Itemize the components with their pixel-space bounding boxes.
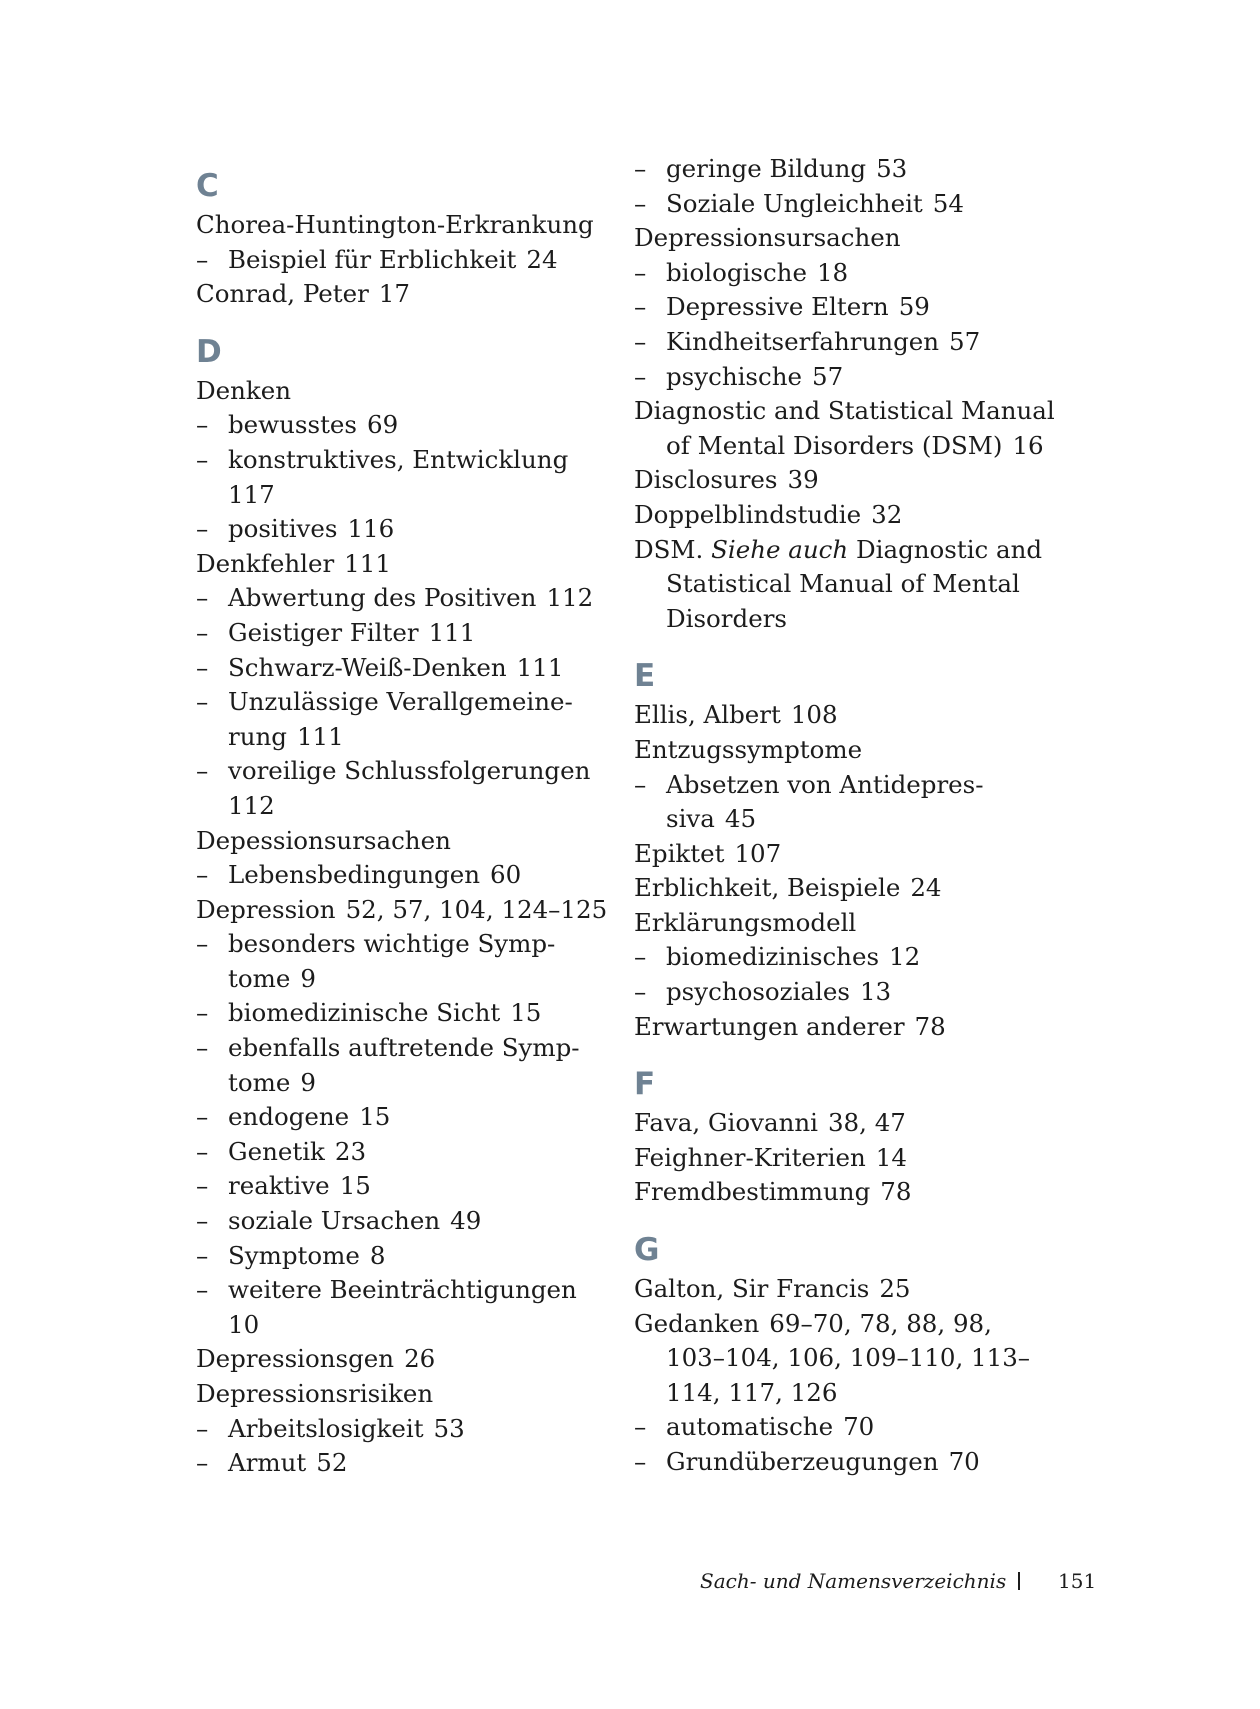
running-footer-title: Sach- und Namensverzeichnis [700,1569,1007,1593]
index-subentry: – weitere Beeinträchtigungen 10 [196,1275,577,1339]
index-entry: Fava, Giovanni 38, 47 [634,1108,906,1138]
index-entry: Disclosures 39 [634,465,819,495]
index-entry: Feighner-Kriterien 14 [634,1142,907,1172]
index-subentry: – konstruktives, Entwicklung 117 [196,444,569,509]
page-number: 151 [1058,1569,1097,1593]
index-subentry: – bewusstes 69 [196,410,399,440]
index-entry: Denken [196,375,292,405]
index-subentry: – Armut 52 [196,1448,348,1478]
section-letter-g: G [634,1232,660,1269]
index-entry: Erwartungen anderer 78 [634,1011,946,1041]
index-subentry: – Absetzen von Antidepres- siva 45 [634,769,984,834]
index-entry: Entzugssymptome [634,734,863,764]
index-entry: Denkfehler 111 [196,548,391,578]
index-subentry: – Abwertung des Positiven 112 [196,583,594,613]
index-entry: Galton, Sir Francis 25 [634,1274,911,1304]
index-subentry: – besonders wichtige Symp- tome 9 [196,929,556,993]
index-entry: Depression 52, 57, 104, 124–125 [196,894,608,924]
page-footer [700,1566,1100,1596]
index-subentry: – Symptome 8 [196,1240,386,1270]
index-entry: Diagnostic and Statistical Manual of Mental Disorders (DSM) 16 [634,396,1055,460]
section-letter-e: E [634,658,656,695]
index-entry: Chorea-Huntington-Erkrankung [196,210,594,239]
index-column-right [634,152,1074,1480]
index-subentry: – biomedizinisches 12 [634,942,921,972]
section-letter-c: C [196,168,219,204]
index-subentry: – voreilige Schlussfolgerungen 112 [196,756,591,820]
index-subentry: – endogene 15 [196,1102,391,1132]
index-subentry: – psychosoziales 13 [634,977,892,1007]
section-letter-d: D [196,333,222,370]
index-entry: Fremdbestimmung 78 [634,1177,912,1207]
index-column-left [196,152,616,1481]
index-entry: Depressionsursachen [634,223,901,253]
index-subentry: – Arbeitslosigkeit 53 [196,1413,465,1443]
index-subentry: – geringe Bildung 53 [634,154,908,183]
index-subentry: – Beispiel für Erblichkeit 24 [196,244,558,274]
index-entry: Doppelblindstudie 32 [634,499,903,529]
index-subentry: – soziale Ursachen 49 [196,1206,482,1236]
index-subentry: – Soziale Ungleichheit 54 [634,188,964,218]
index-subentry: – Kindheitserfahrungen 57 [634,326,981,356]
index-entry: Erblichkeit, Beispiele 24 [634,873,942,903]
section-letter-f: F [634,1066,656,1103]
index-subentry: – biologische 18 [634,257,849,287]
index-subentry: – ebenfalls auftretende Symp- tome 9 [196,1033,580,1097]
index-subentry: – Geistiger Filter 111 [196,617,476,647]
footer-separator [1018,1572,1020,1590]
see-also-label: Siehe auch [711,534,849,564]
index-subentry: – Grundüberzeugungen 70 [634,1447,980,1476]
index-subentry: – Unzulässige Verallgemeine- rung 111 [196,687,573,751]
index-subentry: – Genetik 23 [196,1136,367,1166]
index-entry-cross-reference: DSM. Siehe auch Diagnostic and Statistical Manual of Mental Disorders [634,534,1043,633]
index-entry: Erklärungsmodell [634,907,857,937]
index-subentry: – psychische 57 [634,361,844,391]
index-subentry: – Depressive Eltern 59 [634,292,930,322]
index-entry: Conrad, Peter 17 [196,279,410,309]
index-subentry: – Schwarz-Weiß-Denken 111 [196,652,564,682]
index-entry: Depressionsgen 26 [196,1344,436,1374]
index-entry: Depessionsursachen [196,825,451,855]
index-subentry: – automatische 70 [634,1412,875,1442]
index-entry: Depressionsrisiken [196,1379,434,1408]
index-entry: Ellis, Albert 108 [634,700,838,730]
index-subentry: – reaktive 15 [196,1171,371,1201]
index-entry: Gedanken 69–70, 78, 88, 98, 103–104, 106, 109–110, 113– 114, 117, 126 [634,1308,1031,1407]
index-subentry: – biomedizinische Sicht 15 [196,998,542,1028]
index-subentry: – positives 116 [196,514,395,544]
index-subentry: – Lebensbedingungen 60 [196,860,522,890]
index-entry: Epiktet 107 [634,838,782,868]
